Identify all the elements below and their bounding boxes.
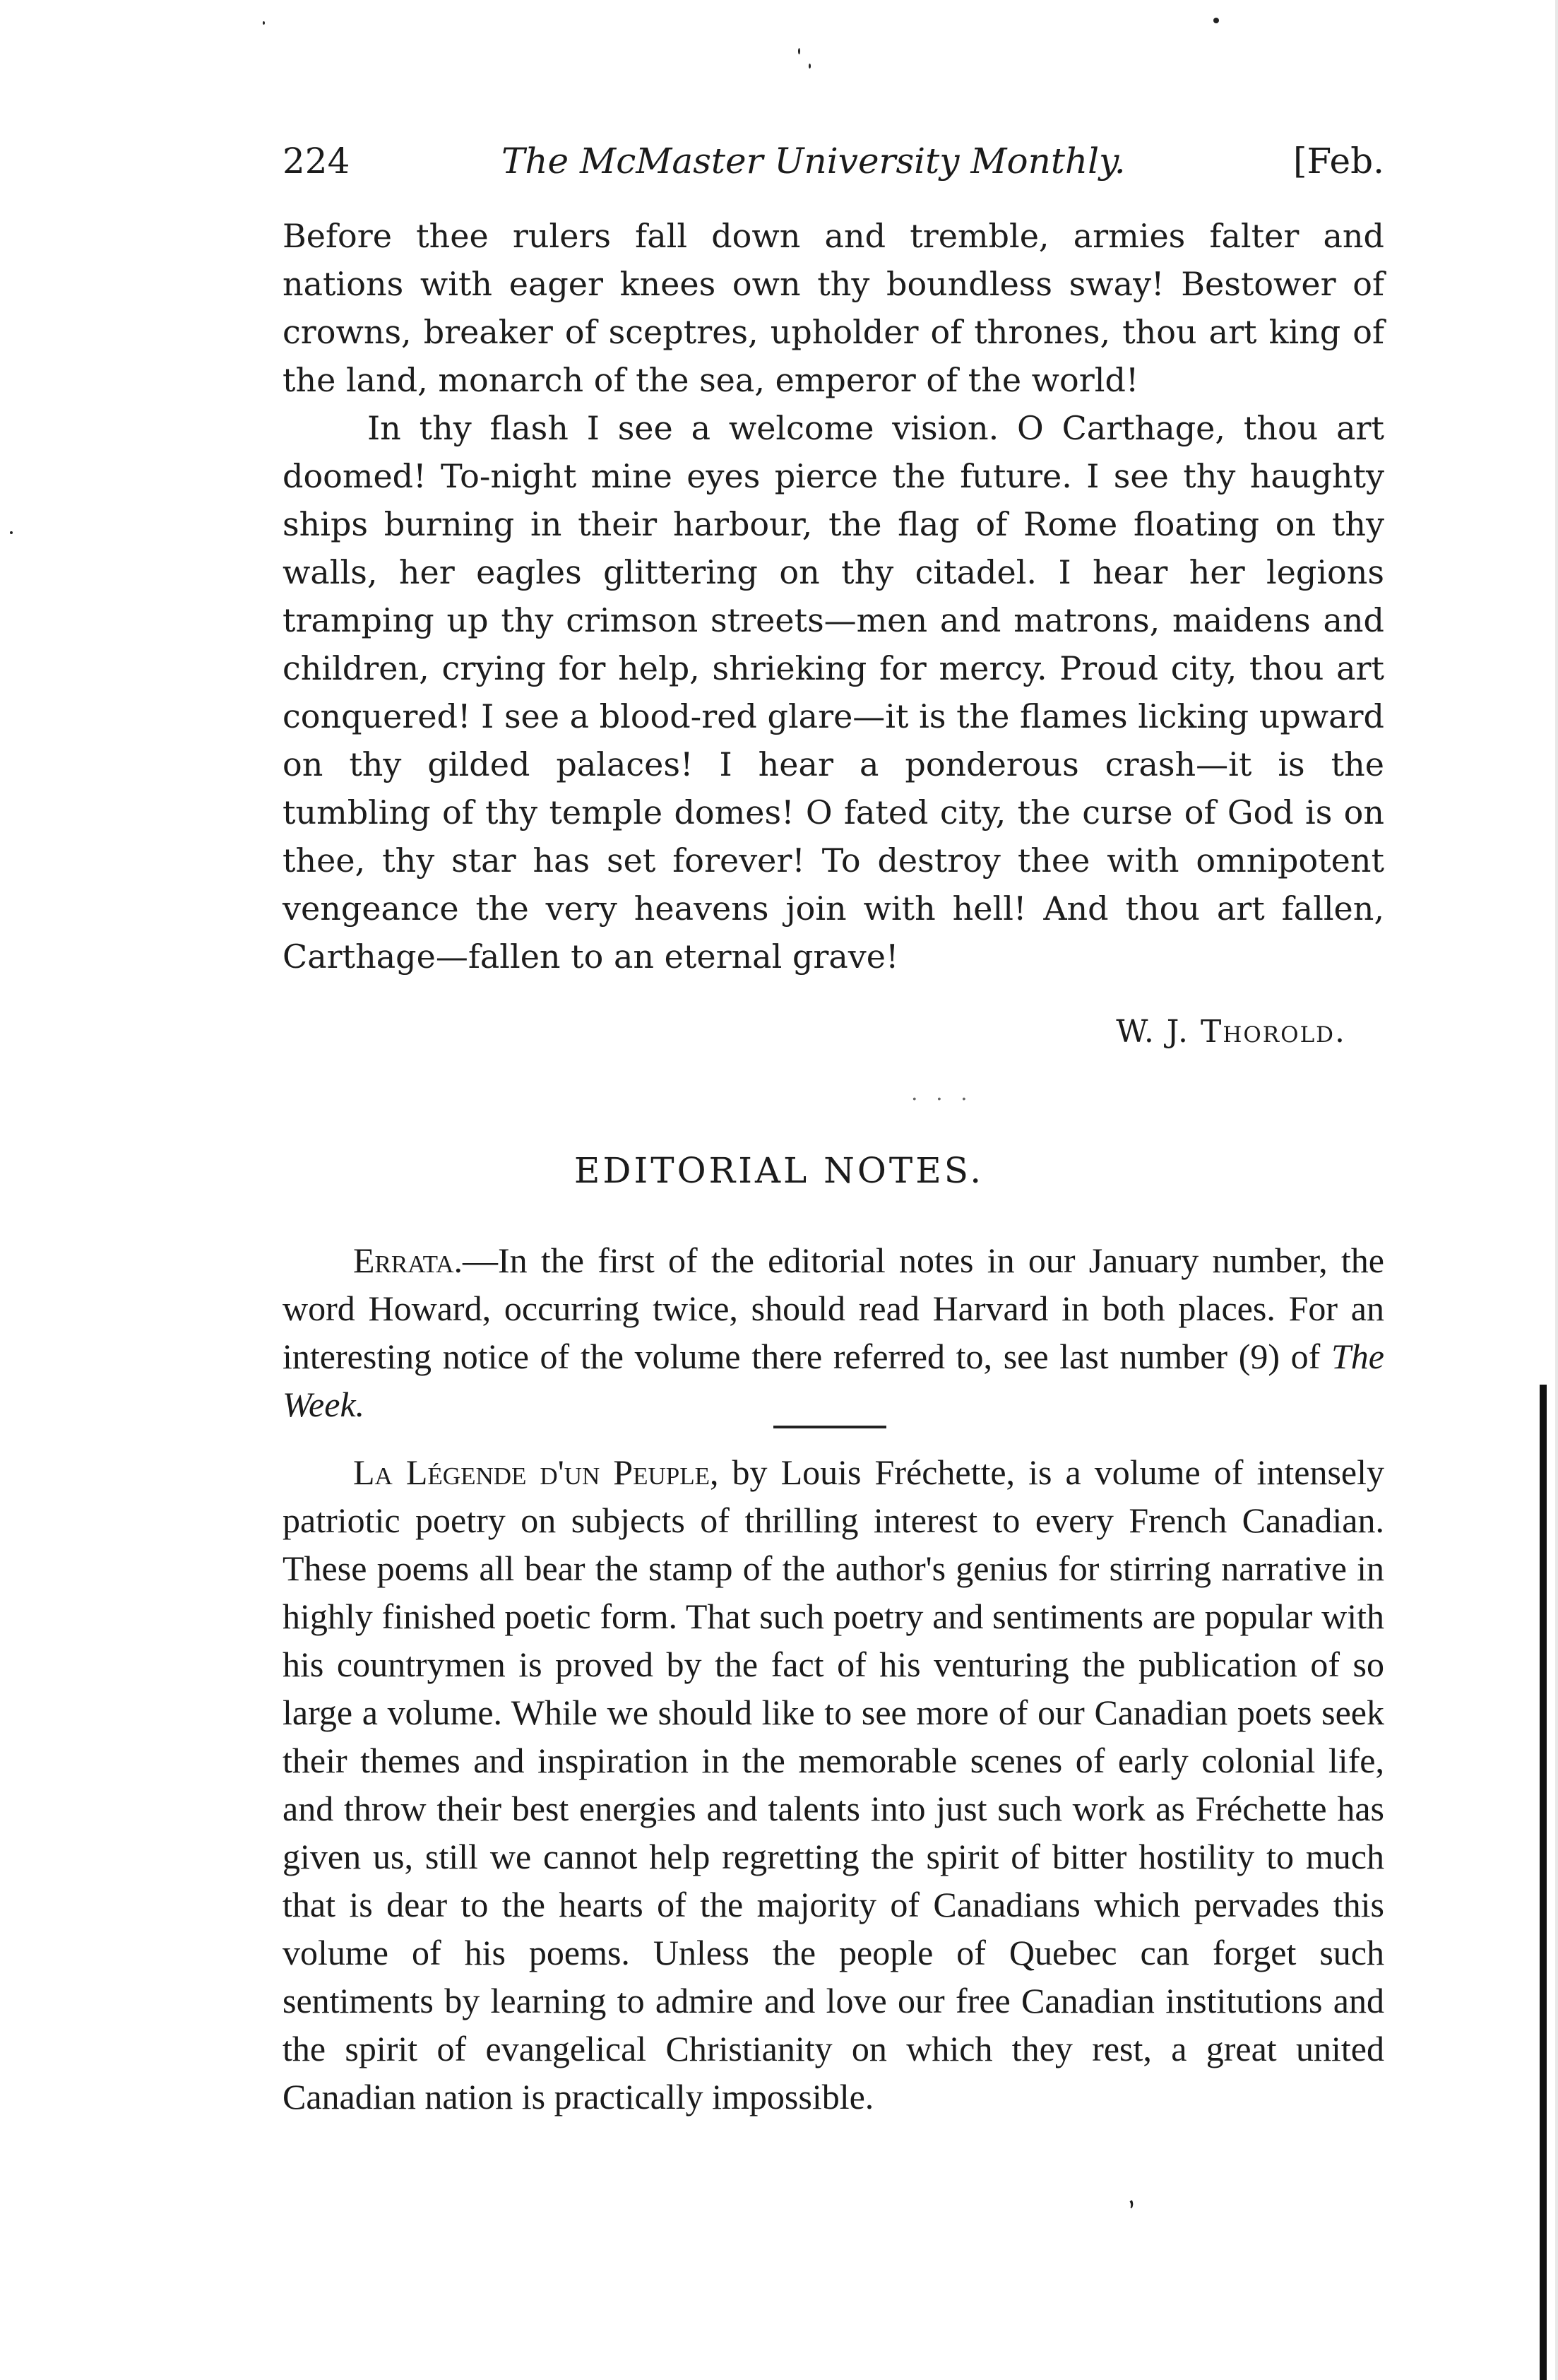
stray-ink-mark: , — [1115, 2179, 1140, 2213]
legende-note — [283, 1448, 1384, 2121]
scan-speck — [10, 531, 13, 534]
speech-paragraph: In thy flash I see a welcome vision. O Carthage, thou art doomed! To-night mine eyes pierce the future. I see thy haughty ships burning in their harbour, the flag of Rome floating on thy walls, her eagles glittering on thy citadel. I hear her legions tramping up thy crimson streets—men and matrons, maidens and children, crying for help, shrieking for mercy. Proud city, thou art conquered! I see a blood-red glare—it is the flames licking upward on thy gilded palaces! I hear a ponderous crash—it is the tumbling of thy temple domes! O fated city, the curse of God is on thee, thy star has set forever! To destroy thee with omnipotent vengeance the very heavens join with hell! And thou art fallen, Carthage—fallen to an eternal grave! — [283, 409, 1384, 976]
journal-title: The McMaster University Monthly. — [501, 141, 1126, 182]
author-surname: Thorold. — [1201, 1014, 1346, 1050]
legende-text: by Louis Fréchette, is a volume of intensely patriotic poetry on subjects of thrilling interest to every French Canadian. These poems all bear the stamp of the author's genius for stirring narrative in highly finished poetic form. That such poetry and sentiments are popular with his countrymen is proved by the fact of his venturing the publication of so large a volume. While we should like to see more of our Canadian poets seek their themes and inspiration in the memorable scenes of early colonial life, and throw their best energies and talents into just such work as Fréchette has given us, still we cannot help regretting the spirit of bitter hostility to much that is dear to the hearts of the majority of Canadians which pervades this volume of his poems. Unless the people of Quebec can forget such sentiments by learning to admire and love our free Canadian institutions and the spirit of evangelical Christianity on which they rest, a great united Canadian nation is practically impossible. — [283, 1452, 1384, 2116]
continuation-paragraph: Before thee rulers fall down and tremble, armies falter and nations with eager knees own thy boundless sway! Bestower of crowns, breaker of sceptres, upholder of thrones, thou art king of the land, monarch of the sea, emperor of the world! — [283, 217, 1384, 399]
errata-text: —In the first of the editorial notes in our January number, the word Howard, occurring twice, should read Harvard in both places. For an interesting notice of the volume there referred to, see last number (9) of — [283, 1241, 1384, 1376]
page-number: 224 — [283, 141, 350, 182]
issue-month: [Feb. — [1293, 141, 1384, 182]
scan-speck — [798, 48, 800, 54]
errata-lead: Errata. — [353, 1241, 463, 1280]
section-separator-dots: . . . — [911, 1081, 973, 1106]
legende-paragraph — [283, 1448, 1384, 2121]
errata-note — [283, 1236, 1384, 1428]
scan-speck — [809, 64, 811, 69]
page-edge-binding — [1540, 1385, 1547, 2380]
author-signature — [1116, 1014, 1346, 1050]
section-title: EDITORIAL NOTES. — [573, 1150, 985, 1191]
running-head — [283, 133, 1384, 189]
note-divider-rule — [773, 1426, 886, 1428]
errata-paragraph — [283, 1236, 1384, 1428]
errata-publication: The Week. — [283, 1337, 1384, 1424]
continuation-block — [283, 212, 1384, 404]
speech-block — [283, 404, 1384, 981]
author-initials: W. J. — [1116, 1014, 1190, 1050]
scan-speck — [1213, 18, 1219, 23]
legende-lead: La Légende d'un Peuple, — [353, 1452, 719, 1492]
scan-speck — [263, 21, 265, 25]
